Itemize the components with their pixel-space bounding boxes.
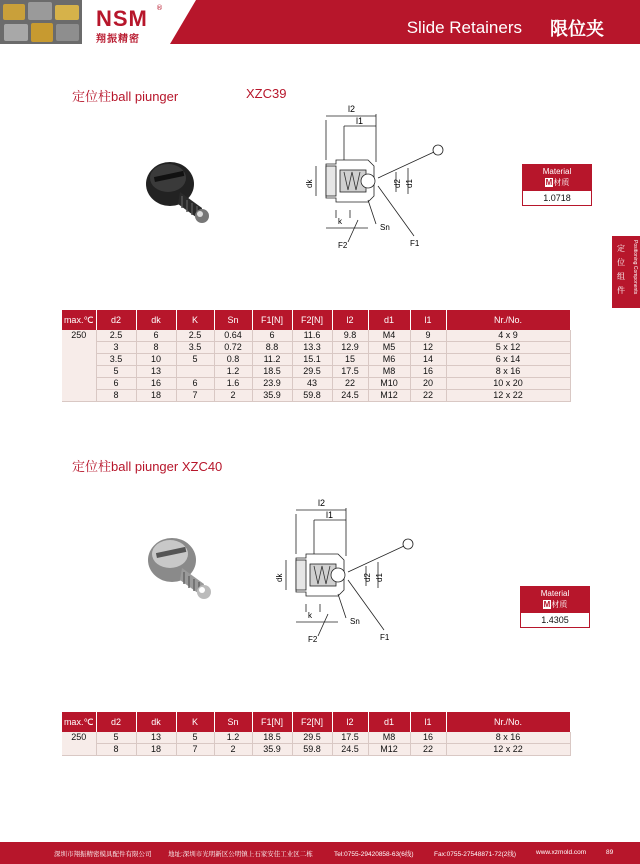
table-cell: M8 <box>368 732 410 744</box>
table-row <box>62 390 570 402</box>
product-photo-xzc40 <box>132 524 242 620</box>
table-cell: 35.9 <box>252 744 292 756</box>
table-row <box>62 342 570 354</box>
table-cell: 3 <box>96 342 136 354</box>
table-cell: 12.9 <box>332 342 368 354</box>
table-cell: 2.5 <box>96 330 136 342</box>
table-cell <box>176 366 214 378</box>
max-temperature-cell: 250 <box>62 732 96 756</box>
logo-text: NSM <box>96 6 148 31</box>
material-label-cn <box>522 177 592 188</box>
table-header-cell: F2[N] <box>292 310 332 330</box>
table-cell: 59.8 <box>292 744 332 756</box>
material-label <box>522 164 592 190</box>
material-box <box>520 586 590 628</box>
table-cell: 14 <box>410 354 446 366</box>
max-temperature-cell: 250 <box>62 330 96 402</box>
side-tab-char: 位 <box>617 258 625 267</box>
table-cell: 29.5 <box>292 732 332 744</box>
table-cell: 0.64 <box>214 330 252 342</box>
table-cell: 7 <box>176 390 214 402</box>
side-tab-char: 组 <box>617 272 625 281</box>
section-title: 定位柱ball piunger XZC40 <box>72 459 223 474</box>
dim-label-d2: d2 <box>363 573 372 582</box>
table-cell: 0.8 <box>214 354 252 366</box>
table-cell: 23.9 <box>252 378 292 390</box>
table-row <box>62 366 570 378</box>
side-tab-char: 定 <box>617 244 625 253</box>
table-cell: 18.5 <box>252 732 292 744</box>
table-row <box>62 330 570 342</box>
material-label-en: Material <box>540 589 570 598</box>
dim-label-d2: d2 <box>393 179 402 188</box>
material-value: 1.0718 <box>522 190 592 206</box>
table-cell: 3.5 <box>96 354 136 366</box>
table-header-row <box>62 712 570 732</box>
technical-drawing-xzc39 <box>296 100 456 256</box>
table-cell: 29.5 <box>292 366 332 378</box>
table-cell: 2.5 <box>176 330 214 342</box>
table-header-cell: dk <box>136 712 176 732</box>
table-header-cell: F1[N] <box>252 310 292 330</box>
table-cell: 4 x 9 <box>446 330 570 342</box>
table-cell: M12 <box>368 390 410 402</box>
table-cell: 1.2 <box>214 732 252 744</box>
table-cell: 2 <box>214 390 252 402</box>
table-header-cell: Sn <box>214 712 252 732</box>
dim-label-k: k <box>338 217 342 226</box>
table-cell: 2 <box>214 744 252 756</box>
dim-label-l2: l2 <box>348 104 356 114</box>
material-badge: M <box>545 178 553 187</box>
table-cell: 13 <box>136 366 176 378</box>
table-cell: 16 <box>410 732 446 744</box>
table-cell: M5 <box>368 342 410 354</box>
dim-label-sn: Sn <box>380 223 390 232</box>
dim-label-l1: l1 <box>356 116 364 126</box>
table-header-cell: Sn <box>214 310 252 330</box>
table-cell: 35.9 <box>252 390 292 402</box>
dim-label-dk: dk <box>305 179 314 188</box>
table-cell: 3.5 <box>176 342 214 354</box>
header-title-bar <box>170 0 640 44</box>
table-header-cell: l1 <box>410 712 446 732</box>
dim-label-l1: l1 <box>326 510 334 520</box>
material-value: 1.4305 <box>520 612 590 628</box>
table-cell: 6 <box>136 330 176 342</box>
section-product-code: XZC39 <box>246 86 287 101</box>
dim-label-k: k <box>308 611 312 620</box>
side-tab-english: Positioning Components <box>632 240 638 295</box>
table-header-cell: d2 <box>96 712 136 732</box>
table-cell: 17.5 <box>332 732 368 744</box>
table-cell: 5 <box>176 354 214 366</box>
table-cell: 8 <box>96 390 136 402</box>
table-header-cell: dk <box>136 310 176 330</box>
material-badge: M <box>543 600 551 609</box>
dim-label-f2: F2 <box>338 241 348 250</box>
table-cell: 24.5 <box>332 390 368 402</box>
dim-label-sn: Sn <box>350 617 360 626</box>
table-cell: 8 <box>136 342 176 354</box>
table-cell: M6 <box>368 354 410 366</box>
material-label-en: Material <box>542 167 572 176</box>
table-header-cell: l2 <box>332 712 368 732</box>
table-cell: 11.2 <box>252 354 292 366</box>
table-header-cell: F2[N] <box>292 712 332 732</box>
spec-table-xzc40 <box>62 712 571 756</box>
footer-fax: Fax:0755-27548871-72(2线) <box>434 851 517 858</box>
spec-table-xzc39 <box>62 310 571 402</box>
table-cell: 12 x 22 <box>446 744 570 756</box>
page-header <box>0 0 640 44</box>
table-cell: 13 <box>136 732 176 744</box>
table-header-cell: l1 <box>410 310 446 330</box>
table-cell: 12 <box>410 342 446 354</box>
dim-label-f1: F1 <box>410 239 420 248</box>
table-cell: 6 <box>96 378 136 390</box>
table-header-cell: Nr./No. <box>446 310 570 330</box>
table-cell: M4 <box>368 330 410 342</box>
table-header-cell: d1 <box>368 712 410 732</box>
footer-company: 深圳市翔振精密模具配件有限公司 <box>54 851 152 858</box>
table-cell: 8 x 16 <box>446 732 570 744</box>
table-cell: 9.8 <box>332 330 368 342</box>
table-cell: 22 <box>410 744 446 756</box>
table-cell: 43 <box>292 378 332 390</box>
table-header-row <box>62 310 570 330</box>
page-title-english: Slide Retainers <box>406 18 522 37</box>
table-cell: 15.1 <box>292 354 332 366</box>
dim-label-d1: d1 <box>405 179 414 188</box>
table-cell: 9 <box>410 330 446 342</box>
table-cell: 8 x 16 <box>446 366 570 378</box>
table-cell: 24.5 <box>332 744 368 756</box>
table-row <box>62 744 570 756</box>
table-cell: 22 <box>332 378 368 390</box>
footer-website[interactable]: www.xzmold.com <box>536 849 587 856</box>
product-photo-xzc39 <box>130 148 240 244</box>
table-cell: 16 <box>136 378 176 390</box>
table-cell: 5 <box>176 732 214 744</box>
table-header-cell: Nr./No. <box>446 712 570 732</box>
table-cell: 7 <box>176 744 214 756</box>
table-cell: 6 x 14 <box>446 354 570 366</box>
table-header-cell: l2 <box>332 310 368 330</box>
dim-label-d1: d1 <box>375 573 384 582</box>
table-header-cell: F1[N] <box>252 712 292 732</box>
table-header-cell: K <box>176 310 214 330</box>
table-cell: M8 <box>368 366 410 378</box>
table-cell: 0.72 <box>214 342 252 354</box>
logo-chinese-name: 翔振精密 <box>96 34 140 45</box>
table-cell: 16 <box>410 366 446 378</box>
side-tab-char: 件 <box>617 286 625 295</box>
table-cell: 18 <box>136 744 176 756</box>
table-header-cell: d1 <box>368 310 410 330</box>
table-cell: 22 <box>410 390 446 402</box>
material-label-cn <box>520 599 590 610</box>
section-title: 定位柱ball piunger <box>72 89 179 104</box>
table-cell: 8.8 <box>252 342 292 354</box>
product-thumbnails <box>0 0 82 44</box>
table-cell: 11.6 <box>292 330 332 342</box>
table-cell: 5 x 12 <box>446 342 570 354</box>
table-cell: 6 <box>252 330 292 342</box>
table-cell: 17.5 <box>332 366 368 378</box>
table-cell: 1.2 <box>214 366 252 378</box>
table-row <box>62 732 570 744</box>
table-cell: M12 <box>368 744 410 756</box>
page-title-chinese: 限位夹 <box>550 19 604 40</box>
dim-label-f1: F1 <box>380 633 390 642</box>
dim-label-f2: F2 <box>308 635 318 644</box>
table-header-cell: d2 <box>96 310 136 330</box>
table-header-cell: max.℃ <box>62 712 96 732</box>
table-header-cell: max.℃ <box>62 310 96 330</box>
footer-page-number: 89 <box>606 849 614 856</box>
table-row <box>62 378 570 390</box>
table-cell: 1.6 <box>214 378 252 390</box>
table-cell: 59.8 <box>292 390 332 402</box>
footer-tel: Tel:0755-29420858-63(6线) <box>334 851 414 858</box>
material-label <box>520 586 590 612</box>
technical-drawing-xzc40 <box>266 494 426 650</box>
dim-label-dk: dk <box>275 573 284 582</box>
table-cell: 12 x 22 <box>446 390 570 402</box>
table-cell: 20 <box>410 378 446 390</box>
table-row <box>62 354 570 366</box>
dim-label-l2: l2 <box>318 498 326 508</box>
page-footer <box>0 842 640 864</box>
table-cell: 10 <box>136 354 176 366</box>
table-cell: 15 <box>332 354 368 366</box>
table-cell: M10 <box>368 378 410 390</box>
table-cell: 18.5 <box>252 366 292 378</box>
table-cell: 8 <box>96 744 136 756</box>
logo-registered-mark: ® <box>156 4 163 12</box>
table-cell: 5 <box>96 732 136 744</box>
table-cell: 10 x 20 <box>446 378 570 390</box>
footer-address: 地址:深圳市光明新区公明镇上石家安佳工业区二栋 <box>168 851 313 858</box>
company-logo <box>82 0 170 44</box>
table-cell: 5 <box>96 366 136 378</box>
table-header-cell: K <box>176 712 214 732</box>
material-label-cn-text: 材质 <box>553 178 570 187</box>
material-box <box>522 164 592 206</box>
table-cell: 13.3 <box>292 342 332 354</box>
material-label-cn-text: 材质 <box>551 600 568 609</box>
table-cell: 6 <box>176 378 214 390</box>
side-category-tab[interactable] <box>612 236 640 308</box>
table-cell: 18 <box>136 390 176 402</box>
side-tab-chinese <box>616 242 626 298</box>
